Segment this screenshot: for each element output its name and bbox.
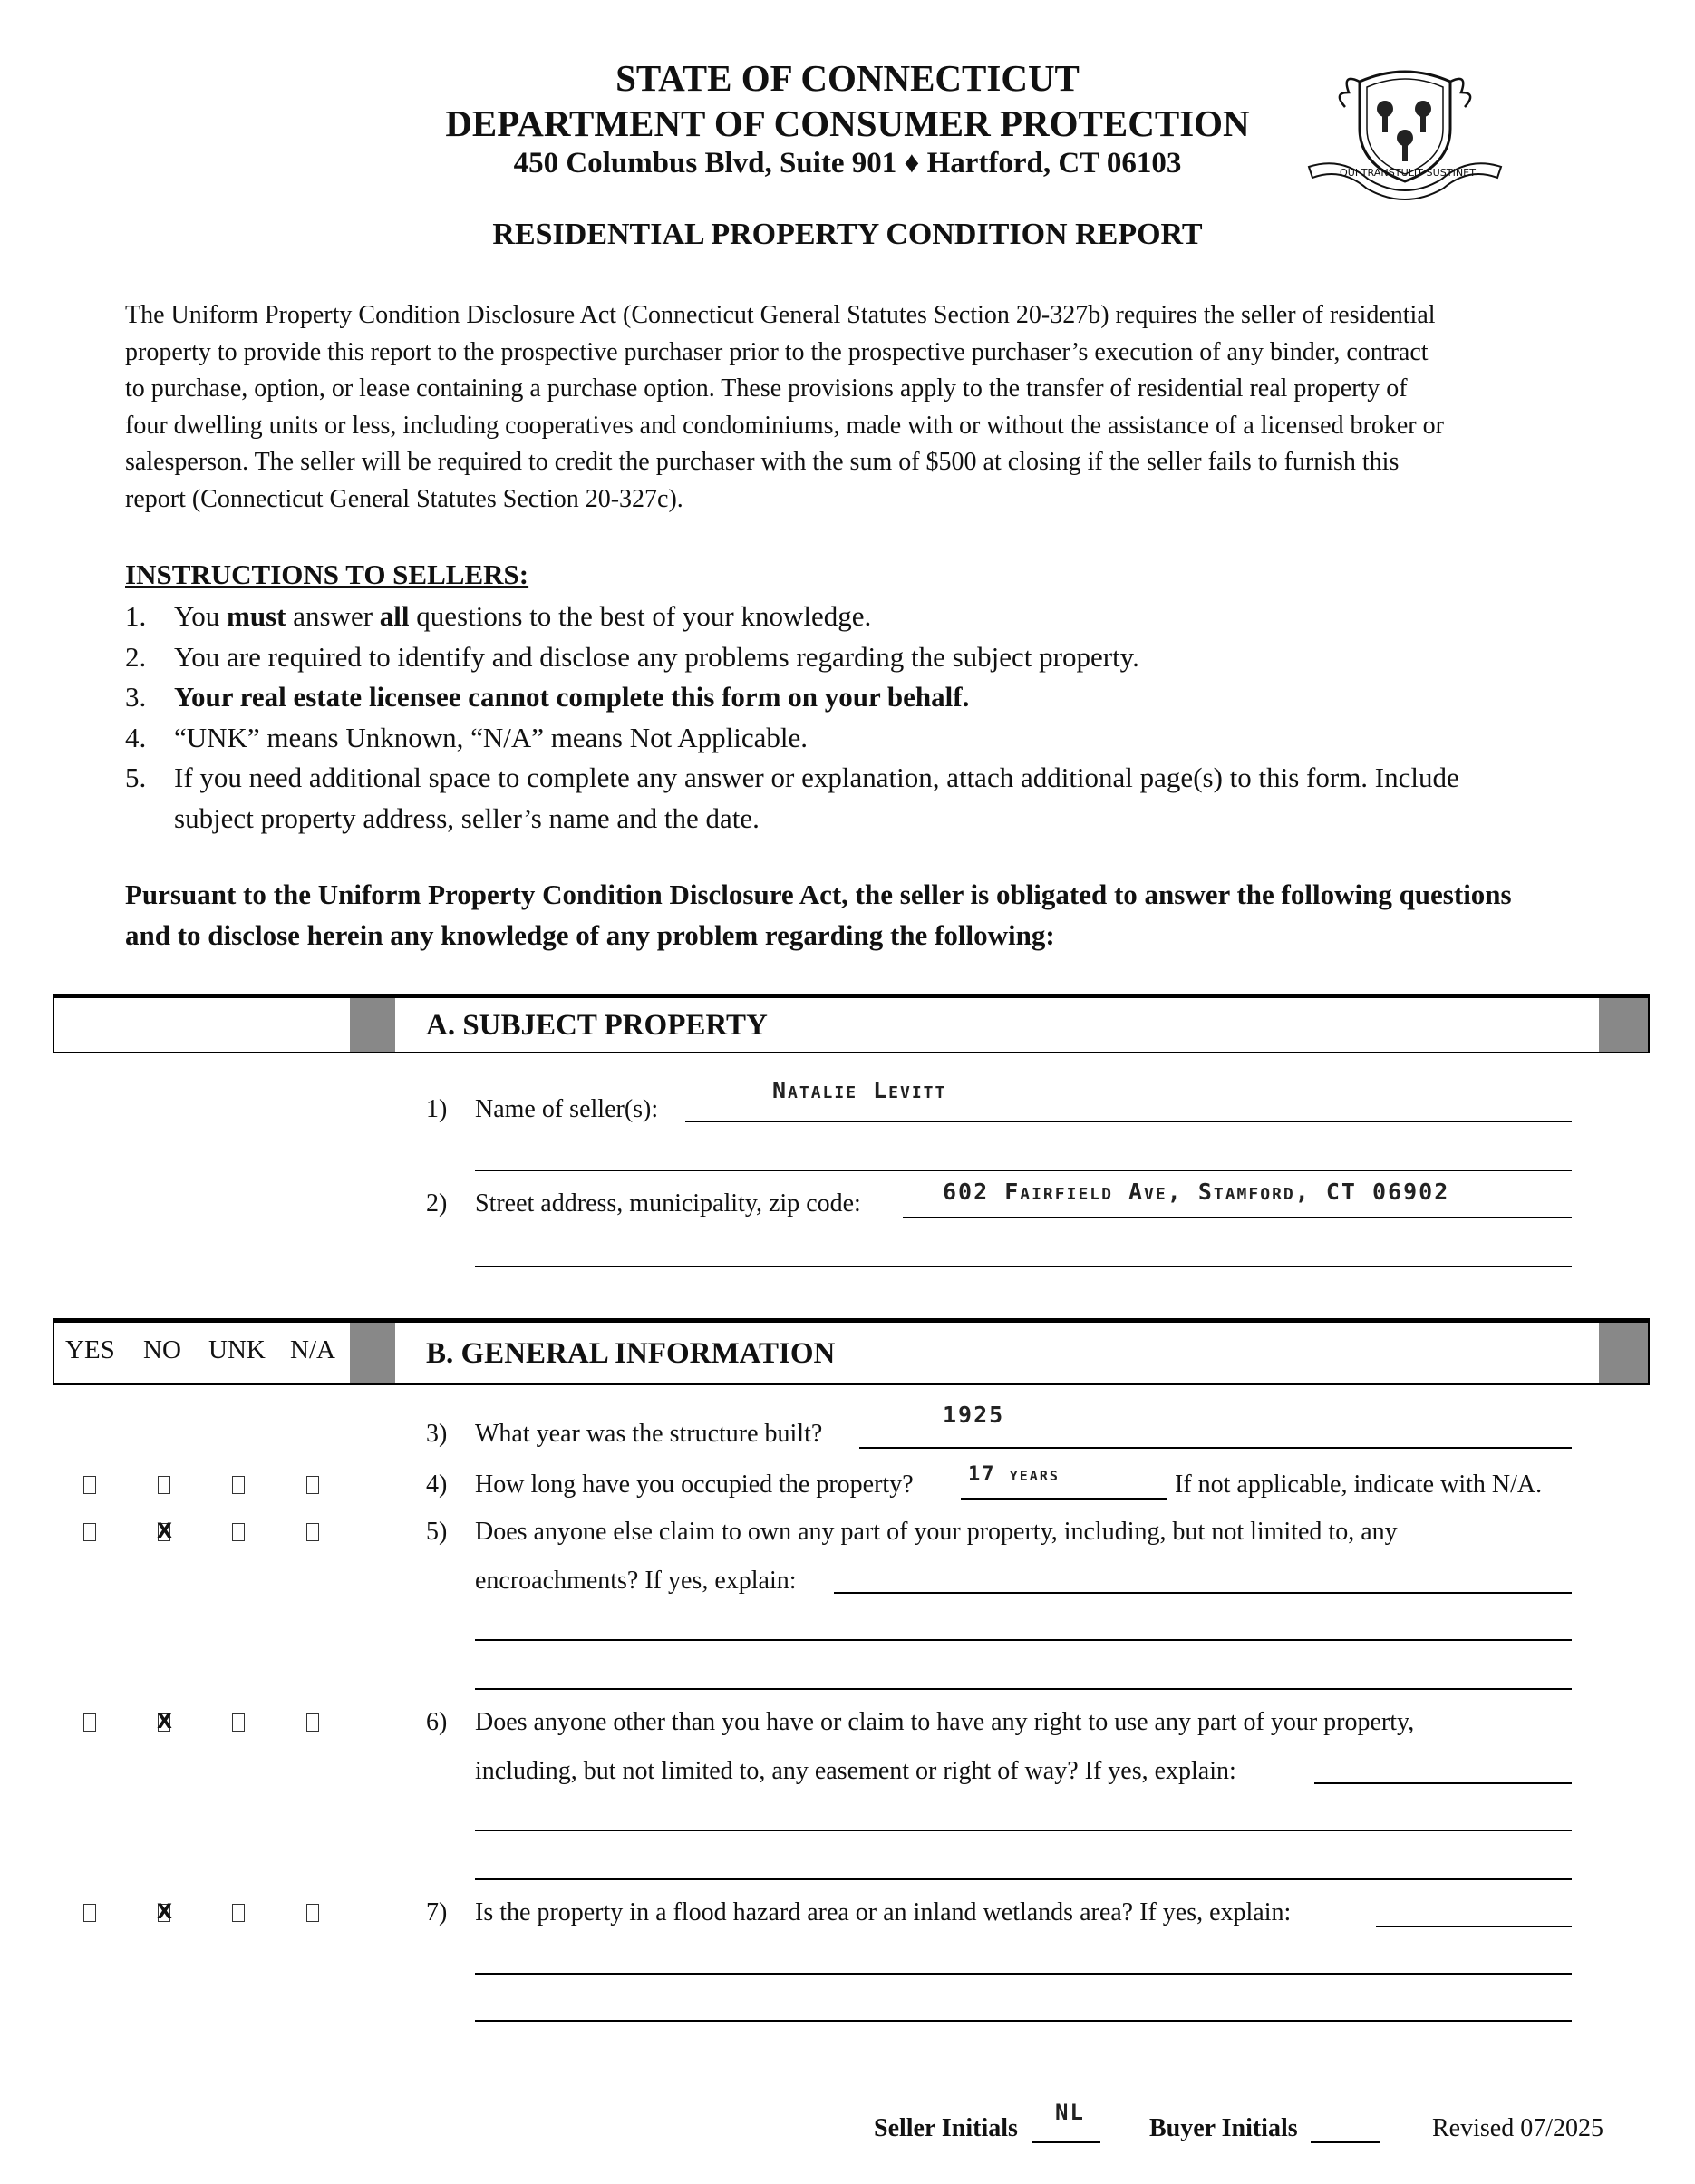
q7-yes-checkbox[interactable]: [83, 1904, 96, 1922]
department-address: 450 Columbus Blvd, Suite 901 ♦ Hartford, CT 06103: [513, 147, 1182, 180]
state-heading: STATE OF CONNECTICUT: [615, 57, 1080, 99]
q4-na-checkbox[interactable]: [306, 1476, 319, 1494]
buyer-initials-label: Buyer Initials: [1149, 2114, 1298, 2142]
q5-number: 5): [426, 1518, 448, 1546]
q4-yes-checkbox[interactable]: [83, 1476, 96, 1494]
q4-no-checkbox[interactable]: [158, 1476, 170, 1494]
q5-yes-checkbox[interactable]: [83, 1523, 96, 1541]
q5-na-checkbox[interactable]: [306, 1523, 319, 1541]
col-unk: UNK: [208, 1335, 266, 1364]
seller-name-input[interactable]: Natalie Levitt: [772, 1077, 947, 1103]
col-no: NO: [143, 1335, 181, 1364]
intro-line: four dwelling units or less, including cooperatives and condominiums, made with or without the assistance of a licensed broker or: [125, 411, 1444, 440]
q4-unk-checkbox[interactable]: [232, 1476, 245, 1494]
pursuant-statement: Pursuant to the Uniform Property Condition Disclosure Act, the seller is obligated to answer the following questions and to disclose herein any knowledge of any problem regarding the following:: [125, 878, 1512, 951]
q3-label: What year was the structure built?: [475, 1420, 823, 1448]
q6-no-checkbox[interactable]: [158, 1713, 170, 1732]
department-heading: DEPARTMENT OF CONSUMER PROTECTION: [445, 102, 1250, 144]
col-yes: YES: [65, 1335, 115, 1364]
q6-na-checkbox[interactable]: [306, 1713, 319, 1732]
section-a-title: A. SUBJECT PROPERTY: [426, 1009, 768, 1042]
intro-line: report (Connecticut General Statutes Section 20-327c).: [125, 484, 683, 513]
q5-line2: encroachments? If yes, explain:: [475, 1567, 797, 1595]
q7-label: Is the property in a flood hazard area or an inland wetlands area? If yes, explain:: [475, 1898, 1292, 1927]
revised-date: Revised 07/2025: [1432, 2114, 1603, 2142]
instructions-heading: INSTRUCTIONS TO SELLERS:: [125, 558, 529, 590]
intro-line: property to provide this report to the prospective purchaser prior to the prospective purchaser’s execution of any binder, contract: [125, 337, 1429, 366]
q6-yes-checkbox[interactable]: [83, 1713, 96, 1732]
q7-explain-line[interactable]: [1376, 1926, 1572, 1927]
q5-unk-checkbox[interactable]: [232, 1523, 245, 1541]
q7-explain-line[interactable]: [475, 1973, 1572, 1975]
q7-na-checkbox[interactable]: [306, 1904, 319, 1922]
svg-text:QUI TRANSTULIT SUSTINET: QUI TRANSTULIT SUSTINET: [1340, 167, 1477, 179]
section-b-title: B. GENERAL INFORMATION: [426, 1337, 836, 1370]
q4-number: 4): [426, 1471, 448, 1499]
report-title: RESIDENTIAL PROPERTY CONDITION REPORT: [492, 218, 1203, 251]
section-a-header: [53, 994, 1650, 1053]
seller-initials-label: Seller Initials: [874, 2114, 1018, 2142]
q5-explain-line[interactable]: [475, 1639, 1572, 1641]
intro-line: salesperson. The seller will be required to credit the purchaser with the sum of $500 at closing if the seller fails to furnish this: [125, 448, 1400, 476]
year-built-input[interactable]: 1925: [943, 1402, 1005, 1428]
property-address-input[interactable]: 602 Fairfield Ave, Stamford, CT 06902: [943, 1179, 1450, 1205]
q6-explain-line[interactable]: [475, 1878, 1572, 1880]
seller-initials-input[interactable]: NL: [1055, 2100, 1085, 2125]
q2-label: Street address, municipality, zip code:: [475, 1189, 861, 1218]
connecticut-seal-icon: [1305, 65, 1505, 201]
section-b-header: [53, 1318, 1650, 1385]
instruction-item: 1. You must answer all questions to the best of your knowledge.: [125, 600, 872, 632]
intro-line: The Uniform Property Condition Disclosure Act (Connecticut General Statutes Section 20-327b) requires the seller of residential: [125, 301, 1436, 329]
q6-explain-line[interactable]: [475, 1830, 1572, 1831]
q1-number: 1): [426, 1095, 448, 1123]
q5-explain-line[interactable]: [834, 1592, 1572, 1594]
instruction-item: 4. “UNK” means Unknown, “N/A” means Not Applicable.: [125, 721, 809, 753]
instruction-item: 3. Your real estate licensee cannot complete this form on your behalf.: [125, 681, 970, 713]
q7-number: 7): [426, 1898, 448, 1927]
q7-unk-checkbox[interactable]: [232, 1904, 245, 1922]
q5-no-checkbox[interactable]: [158, 1523, 170, 1541]
q5-explain-line[interactable]: [475, 1688, 1572, 1690]
q3-number: 3): [426, 1420, 448, 1448]
instruction-item: 5. If you need additional space to complete any answer or explanation, attach additional page(s) to this form. Include subject property address, seller’s name and the date.: [125, 762, 1459, 834]
q2-number: 2): [426, 1189, 448, 1218]
buyer-initials-input[interactable]: [1311, 2141, 1380, 2143]
q7-explain-line[interactable]: [475, 2020, 1572, 2022]
intro-paragraph: [125, 297, 1575, 518]
occupancy-input[interactable]: 17 years: [968, 1463, 1060, 1486]
q4-suffix: If not applicable, indicate with N/A.: [1175, 1471, 1543, 1499]
col-na: N/A: [290, 1335, 335, 1364]
instructions-list: [125, 597, 1575, 839]
q6-line2: including, but not limited to, any easement or right of way? If yes, explain:: [475, 1757, 1236, 1785]
q4-label: How long have you occupied the property?: [475, 1471, 914, 1499]
q6-explain-line[interactable]: [1314, 1782, 1572, 1784]
q6-number: 6): [426, 1708, 448, 1736]
q6-unk-checkbox[interactable]: [232, 1713, 245, 1732]
q7-no-checkbox[interactable]: [158, 1904, 170, 1922]
instruction-item: 2. You are required to identify and disclose any problems regarding the subject property.: [125, 640, 1139, 673]
q1-label: Name of seller(s):: [475, 1095, 659, 1123]
intro-line: to purchase, option, or lease containing a purchase option. These provisions apply to the transfer of residential real property of: [125, 374, 1408, 403]
q6-line1: Does anyone other than you have or claim to have any right to use any part of your property,: [475, 1708, 1415, 1736]
q5-line1: Does anyone else claim to own any part of your property, including, but not limited to, any: [475, 1518, 1398, 1546]
